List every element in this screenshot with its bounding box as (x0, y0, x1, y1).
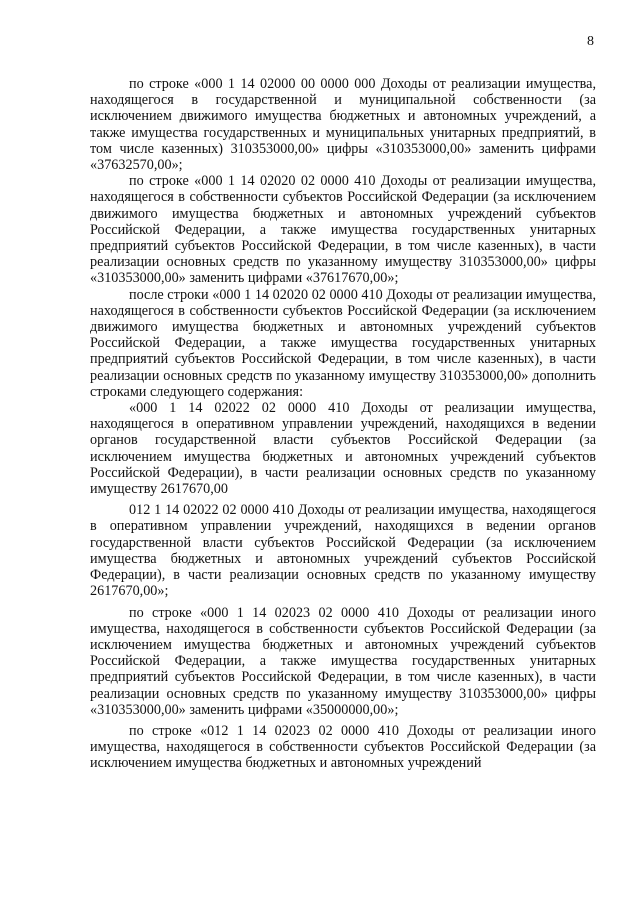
paragraph-line-14-02000: по строке «000 1 14 02000 00 0000 000 Доходы от реализации имущества, находящегося в государственной и муниципальной собственности (за исключением движимого имущества бюджетных и автономных учреждений, а также имущества государственных и муниципальных унитарных предприятий, в том числе казенных) 310353000,00» цифры «310353000,00» заменить цифрами «37632570,00»; (90, 76, 596, 174)
paragraph-new-line-012-14-02022: 012 1 14 02022 02 0000 410 Доходы от реализации имущества, находящегося в оперативном управлении учреждений, находящихся в ведении органов государственной власти субъектов Российской Федерации (за исключением имущества бюджетных и автономных учреждений субъектов Российской Федерации), в части реализации основных средств по указанному имуществу 2617670,00»; (90, 502, 596, 600)
paragraph-after-line-14-02020: после строки «000 1 14 02020 02 0000 410 Доходы от реализации имущества, находящегося в собственности субъектов Российской Федерации (за исключением движимого имущества бюджетных и автономных учреждений субъектов Российской Федерации, а также имущества государственных унитарных предприятий субъектов Российской Федерации, в том числе казенных), в части реализации основных средств по указанному имуществу 310353000,00» дополнить строками следующего содержания: (90, 286, 596, 400)
paragraph-line-012-14-02023: по строке «012 1 14 02023 02 0000 410 Доходы от реализации иного имущества, находящегося в собственности субъектов Российской Федерации (за исключением имущества бюджетных и автономных учреждений (90, 722, 596, 772)
paragraph-line-14-02023: по строке «000 1 14 02023 02 0000 410 Доходы от реализации иного имущества, находящегося в собственности субъектов Российской Федерации (за исключением имущества бюджетных и автономных учреждений субъектов Российской Федерации, а также имущества государственных унитарных предприятий субъектов Российской Федерации, в том числе казенных), в части реализации основных средств по указанному имуществу 310353000,00» цифры «310353000,00» заменить цифрами «35000000,00»; (90, 604, 596, 718)
paragraph-new-line-000-14-02022: «000 1 14 02022 02 0000 410 Доходы от реализации имущества, находящегося в оперативном управлении учреждений, находящихся в ведении органов государственной власти субъектов Российской Федерации (за исключением имущества бюджетных и автономных учреждений субъектов Российской Федерации), в части реализации основных средств по указанному имуществу 2617670,00 (90, 400, 596, 498)
page-number: 8 (587, 34, 594, 49)
document-body (90, 76, 596, 772)
paragraph-line-14-02020: по строке «000 1 14 02020 02 0000 410 Доходы от реализации имущества, находящегося в собственности субъектов Российской Федерации (за исключением движимого имущества бюджетных и автономных учреждений субъектов Российской Федерации, а также имущества государственных унитарных предприятий субъектов Российской Федерации, в том числе казенных), в части реализации основных средств по указанному имуществу 310353000,00» цифры «310353000,00» заменить цифрами «37617670,00»; (90, 173, 596, 287)
